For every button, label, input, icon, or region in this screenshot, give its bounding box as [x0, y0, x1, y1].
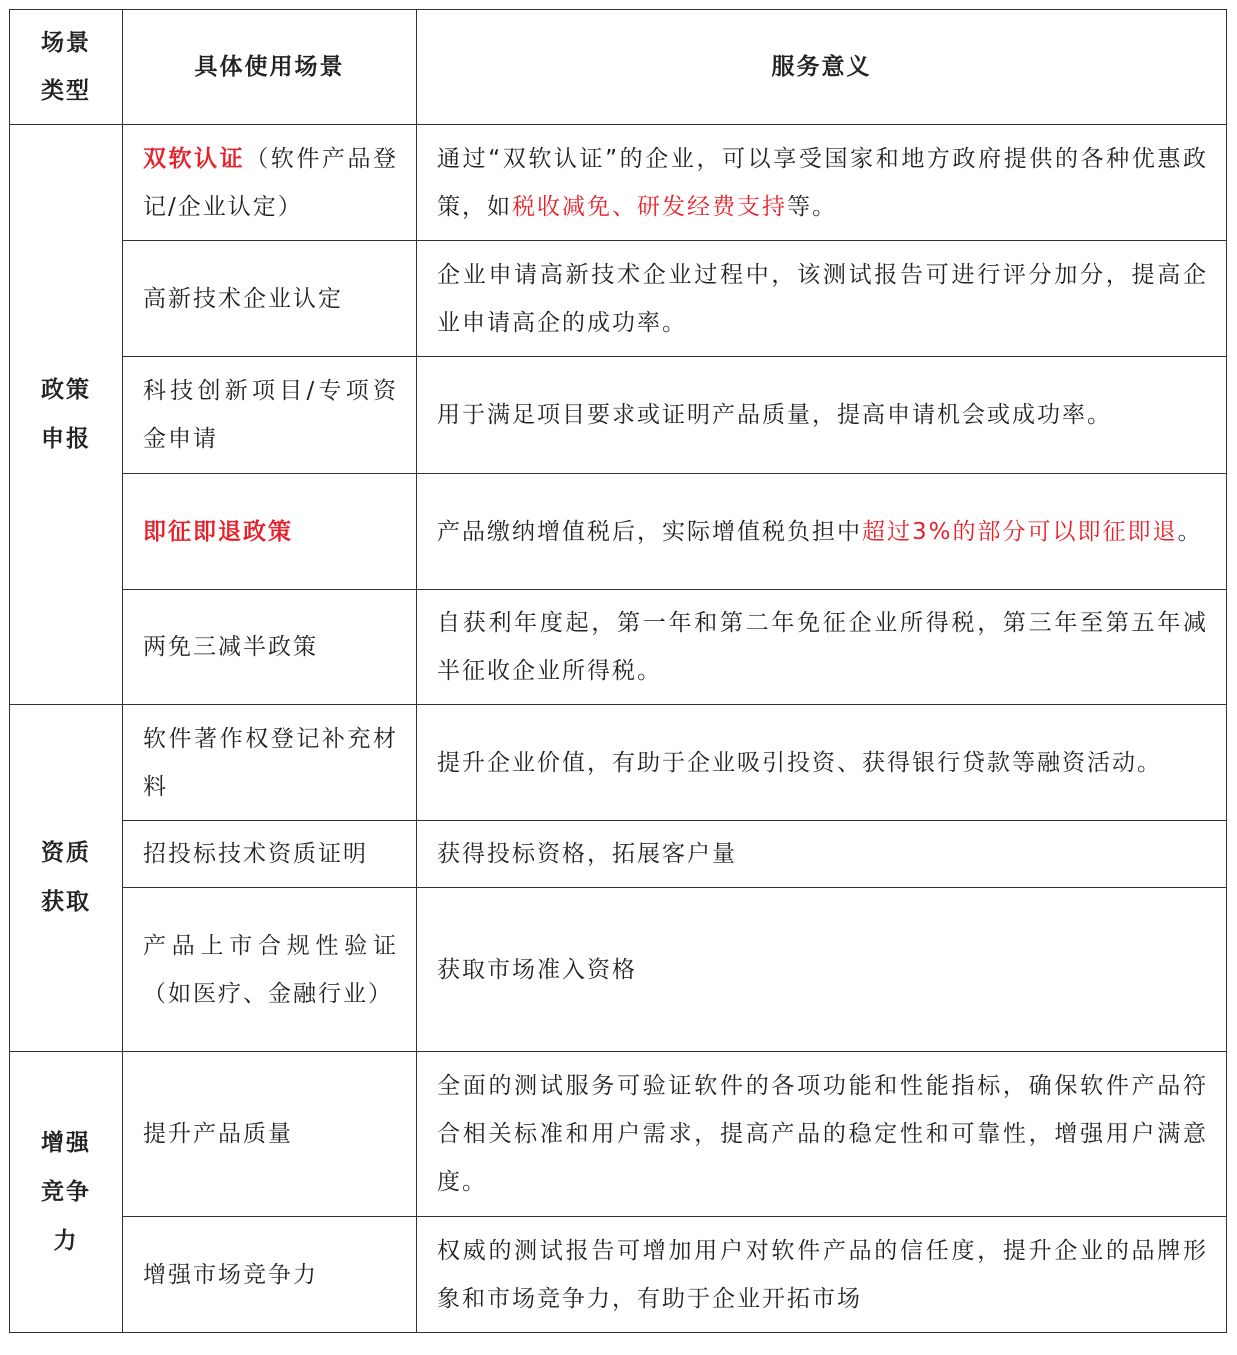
- meaning-text: 。: [1177, 518, 1203, 545]
- category-cell: [10, 1052, 123, 1333]
- category-line: 竞争: [41, 1178, 91, 1205]
- scene-highlight: 双软认证: [143, 145, 246, 172]
- category-line: 力: [53, 1227, 79, 1254]
- scene-cell: 软件著作权登记补充材料: [123, 705, 417, 821]
- table-row: [10, 1052, 1227, 1217]
- header-scene-type: [10, 10, 123, 125]
- header-service-meaning: 服务意义: [417, 10, 1227, 125]
- table-row: [10, 1217, 1227, 1333]
- meaning-cell: 全面的测试服务可验证软件的各项功能和性能指标，确保软件产品符合相关标准和用户需求，提高产品的稳定性和可靠性，增强用户满意度。: [417, 1052, 1227, 1217]
- meaning-highlight: 税收减免、研发经费支持: [512, 193, 787, 220]
- scenario-table: [9, 9, 1227, 1333]
- scene-cell: 产品上市合规性验证（如医疗、金融行业）: [123, 888, 417, 1052]
- meaning-text: 等。: [787, 193, 837, 220]
- meaning-text: 通过“双软认证”的企业，可以享受国家和地方政府提供的各种优惠政策，如: [437, 145, 1208, 220]
- table-row: [10, 821, 1227, 888]
- category-cell: [10, 705, 123, 1052]
- table-header-row: [10, 10, 1227, 125]
- meaning-highlight: 超过3%的部分可以即征即退: [862, 518, 1178, 545]
- category-line: 获取: [41, 889, 91, 915]
- scene-cell: 两免三减半政策: [123, 590, 417, 705]
- scene-cell: 高新技术企业认定: [123, 241, 417, 357]
- meaning-cell: [417, 474, 1227, 590]
- meaning-cell: 提升企业价值，有助于企业吸引投资、获得银行贷款等融资活动。: [417, 705, 1227, 821]
- header-scene-type-line1: 场景: [41, 30, 91, 56]
- table-row: [10, 125, 1227, 241]
- meaning-cell: 获得投标资格，拓展客户量: [417, 821, 1227, 888]
- scene-cell: 招投标技术资质证明: [123, 821, 417, 888]
- meaning-cell: 自获利年度起，第一年和第二年免征企业所得税，第三年至第五年减半征收企业所得税。: [417, 590, 1227, 705]
- category-line: 政策: [41, 376, 91, 403]
- table-row: [10, 590, 1227, 705]
- table-row: [10, 705, 1227, 821]
- category-cell: [10, 125, 123, 705]
- scene-cell: 提升产品质量: [123, 1052, 417, 1217]
- meaning-text: 产品缴纳增值税后，实际增值税负担中: [437, 518, 862, 545]
- meaning-cell: 获取市场准入资格: [417, 888, 1227, 1052]
- category-line: 增强: [41, 1129, 91, 1156]
- meaning-cell: 用于满足项目要求或证明产品质量，提高申请机会或成功率。: [417, 357, 1227, 474]
- meaning-cell: 企业申请高新技术企业过程中，该测试报告可进行评分加分，提高企业申请高企的成功率。: [417, 241, 1227, 357]
- meaning-cell: 权威的测试报告可增加用户对软件产品的信任度，提升企业的品牌形象和市场竞争力，有助于企业开拓市场: [417, 1217, 1227, 1333]
- meaning-cell: [417, 125, 1227, 241]
- table-row: [10, 888, 1227, 1052]
- scene-cell: 科技创新项目/专项资金申请: [123, 357, 417, 474]
- scene-highlight: 即征即退政策: [143, 518, 293, 545]
- category-line: 申报: [41, 425, 91, 452]
- header-specific-scene: 具体使用场景: [123, 10, 417, 125]
- table-row: [10, 474, 1227, 590]
- table-row: [10, 357, 1227, 474]
- category-line: 资质: [41, 840, 91, 866]
- table-row: [10, 241, 1227, 357]
- scene-cell: 增强市场竞争力: [123, 1217, 417, 1333]
- scene-cell: [123, 474, 417, 590]
- header-scene-type-line2: 类型: [41, 78, 91, 104]
- scene-cell: [123, 125, 417, 241]
- scene-text: （软件产品登记/企业认定）: [143, 145, 399, 220]
